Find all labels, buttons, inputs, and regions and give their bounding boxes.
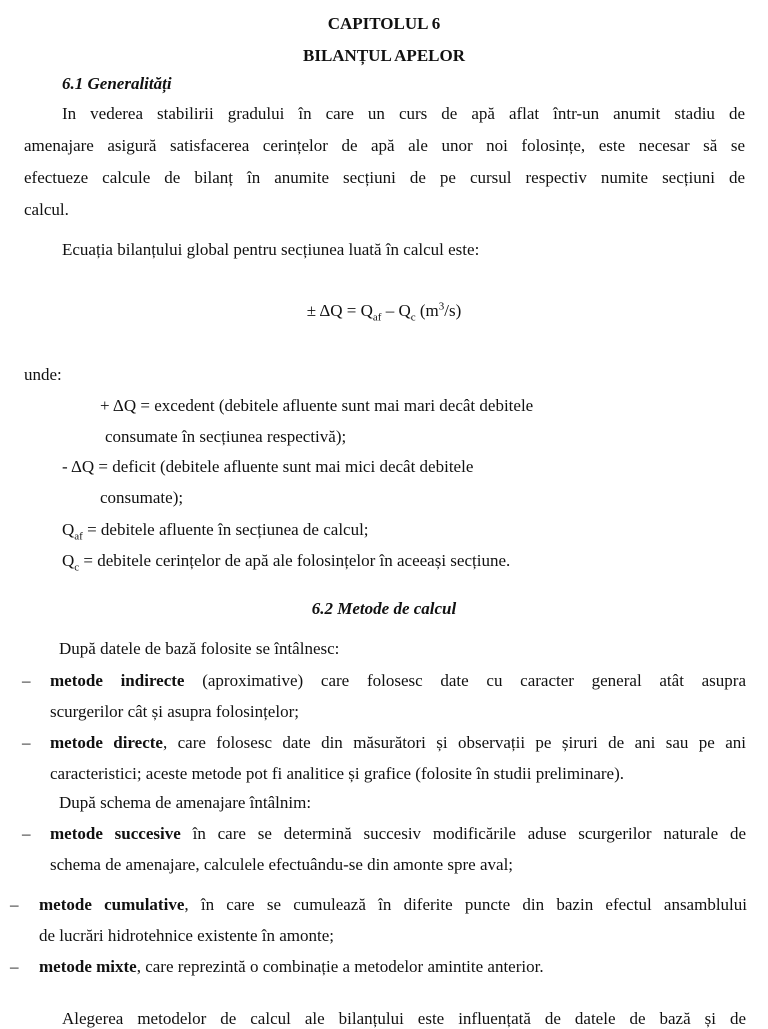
list-dash: –: [22, 671, 31, 690]
paragraph-line: efectueze calcule de bilanț în anumite secțiuni de pe cursul respectiv numite secțiuni de: [24, 168, 745, 187]
list-item-metode-mixte: metode mixte, care reprezintă o combinație a metodelor amintite anterior.: [39, 957, 544, 976]
list-item-metode-indirecte: metode indirecte (aproximative) care folosesc date cu caracter general atât asupra: [50, 671, 746, 690]
definition-excedent: + ΔQ = excedent (debitele afluente sunt mai mari decât debitele: [100, 396, 534, 415]
unde-label: unde:: [24, 365, 62, 384]
section-6-2-title: 6.2 Metode de calcul: [311, 599, 457, 618]
paragraph-line: In vederea stabilirii gradului în care un curs de apă aflat într-un anumit stadiu de: [62, 104, 745, 123]
definition-deficit-cont: consumate);: [100, 488, 184, 507]
definition-excedent-cont: consumate în secțiunea respectivă);: [105, 427, 347, 446]
balance-equation: ± $\Delta Q = Q_{af} - Q_c$ $(m^3/s)$: [306, 300, 462, 324]
list-item-metode-directe: metode directe, care folosesc date din măsurători și observații pe șiruri de ani sau pe ani: [50, 733, 746, 752]
list-dash: –: [22, 824, 31, 843]
definition-deficit: - ΔQ = deficit (debitele afluente sunt mai mici decât debitele: [62, 457, 474, 476]
definition-qaf: $Q_{af}$ = debitele afluente în secțiunea de calcul;: [62, 520, 369, 543]
list-dash: –: [10, 895, 19, 914]
list-item-cont: de lucrări hidrotehnice existente în amonte;: [39, 926, 335, 945]
definition-qc: $Q_c$ = debitele cerințelor de apă ale folosințelor în aceeași secțiune.: [62, 551, 511, 574]
list-item-metode-cumulative: metode cumulative, în care se cumulează în diferite puncte din bazin efectul ansamblului: [39, 895, 748, 914]
chapter-title: BILANȚUL APELOR: [302, 46, 465, 65]
paragraph-line: amenajare asigură satisfacerea cerințelor de apă ale unor noi folosințe, este necesar să se: [24, 136, 745, 155]
intro-scheme: După schema de amenajare întâlnim:: [59, 793, 312, 812]
list-dash: –: [10, 957, 19, 976]
list-item-cont: caracteristici; aceste metode pot fi analitice și grafice (folosite în studii preliminare).: [50, 764, 624, 783]
list-dash: –: [22, 733, 31, 752]
list-item-metode-succesive: metode succesive în care se determină succesiv modificările aduse scurgerilor naturale de: [50, 824, 747, 843]
paragraph-line: Alegerea metodelor de calcul ale bilanțului este influențată de datele de bază și de: [62, 1009, 746, 1028]
intro-base-data: După datele de bază folosite se întâlnesc:: [59, 639, 340, 658]
section-6-1-title: 6.1 Generalități: [62, 74, 172, 93]
list-item-cont: schema de amenajare, calculele efectuându-se din amonte spre aval;: [50, 855, 514, 874]
list-item-cont: scurgerilor cât și asupra folosințelor;: [50, 702, 299, 721]
equation-intro: Ecuația bilanțului global pentru secțiunea luată în calcul este:: [62, 240, 480, 259]
paragraph-line: calcul.: [24, 200, 69, 219]
chapter-number: CAPITOLUL 6: [327, 14, 441, 33]
